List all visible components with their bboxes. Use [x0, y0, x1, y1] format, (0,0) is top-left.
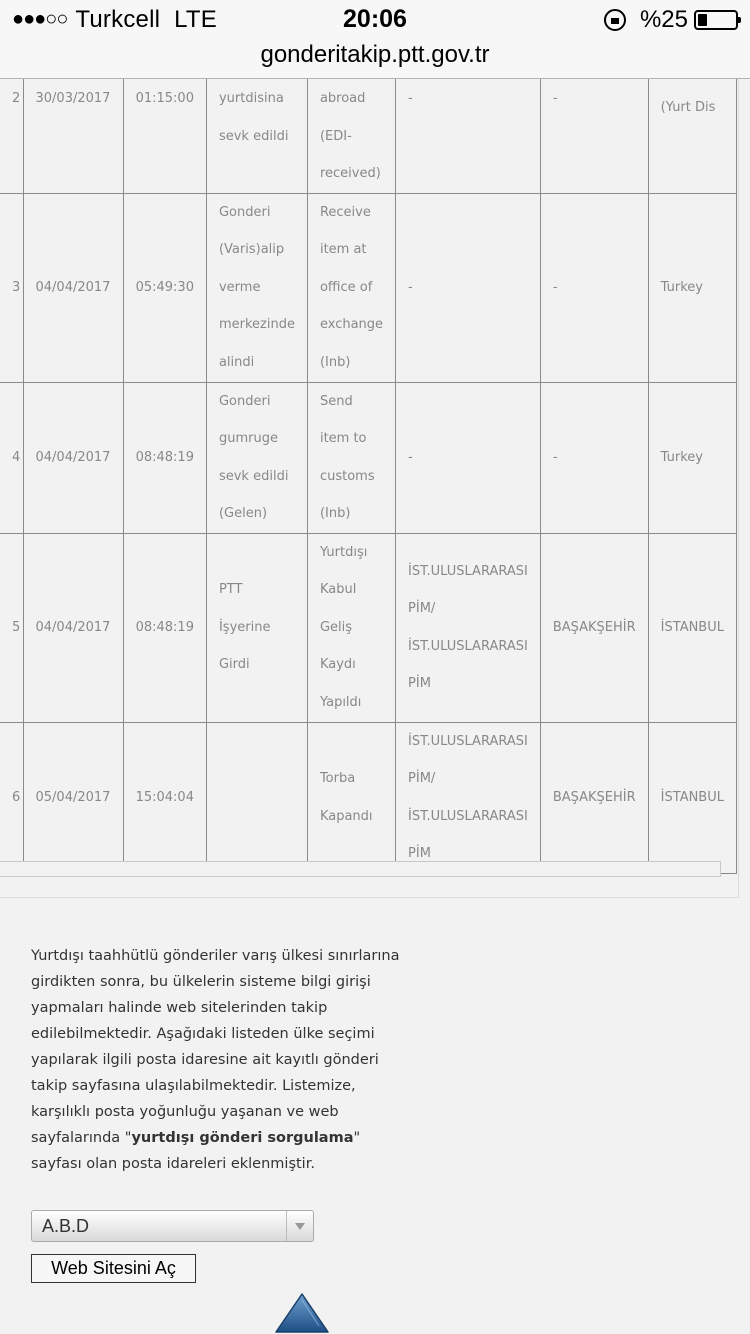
cell-district: -: [540, 79, 648, 193]
cell-date: 04/04/2017: [23, 193, 123, 382]
clock: 20:06: [343, 5, 407, 33]
cell-event-en: Yurtdışı Kabul Geliş Kaydı Yapıldı: [307, 533, 395, 722]
cell-time: 08:48:19: [123, 533, 206, 722]
cell-location: Turkey: [648, 382, 736, 533]
cell-date: 04/04/2017: [23, 382, 123, 533]
cell-event-tr: Gonderi gumruge sevk edildi (Gelen): [206, 382, 307, 533]
table-row: [0, 79, 737, 193]
open-website-button[interactable]: Web Sitesini Aç: [31, 1254, 196, 1283]
cell-event-en: abroad (EDI-received): [307, 79, 395, 193]
chevron-down-icon[interactable]: [286, 1211, 313, 1241]
cell-office: -: [396, 193, 541, 382]
country-select-value[interactable]: A.B.D: [42, 1216, 90, 1236]
cell-location: İSTANBUL: [648, 722, 736, 873]
tracking-table-container[interactable]: [0, 79, 739, 898]
status-bar: [0, 0, 750, 40]
tracking-table: [0, 79, 737, 874]
cell-event-en: Torba Kapandı: [307, 722, 395, 873]
cell-no: 5: [0, 533, 23, 722]
signal-strength-icon: ●●●○○: [12, 8, 68, 30]
cell-time: 05:49:30: [123, 193, 206, 382]
cell-district: BAŞAKŞEHİR: [540, 533, 648, 722]
cell-event-tr: [206, 722, 307, 873]
cell-no: 3: [0, 193, 23, 382]
cell-event-tr: PTT İşyerine Girdi: [206, 533, 307, 722]
url-text[interactable]: gonderitakip.ptt.gov.tr: [260, 41, 490, 68]
cell-date: 05/04/2017: [23, 722, 123, 873]
cell-office: -: [396, 79, 541, 193]
cell-event-tr: yurtdisina sevk edildi: [206, 79, 307, 193]
scroll-to-top-icon[interactable]: [274, 1292, 330, 1334]
table-row: [0, 382, 737, 533]
battery-fill: [698, 14, 707, 26]
cell-event-en: Send item to customs (Inb): [307, 382, 395, 533]
cell-district: -: [540, 193, 648, 382]
table-row: [0, 193, 737, 382]
cell-no: 6: [0, 722, 23, 873]
cell-no: 4: [0, 382, 23, 533]
cell-time: 15:04:04: [123, 722, 206, 873]
cell-location: Turkey: [648, 193, 736, 382]
system-status: [604, 6, 738, 34]
battery-icon: [694, 10, 738, 30]
carrier-name: Turkcell: [75, 6, 161, 33]
cell-date: 04/04/2017: [23, 533, 123, 722]
cell-office: İST.ULUSLARARASI PİM/ İST.ULUSLARARASI PİM: [396, 533, 541, 722]
cell-time: 08:48:19: [123, 382, 206, 533]
cell-office: -: [396, 382, 541, 533]
info-paragraph: [31, 943, 411, 1177]
table-horizontal-scrollbar[interactable]: [0, 861, 721, 877]
table-row: [0, 533, 737, 722]
info-text-after: " sayfası olan posta idareleri eklenmiştir.: [31, 1130, 361, 1172]
info-text-before: Yurtdışı taahhütlü gönderiler varış ülkesi sınırlarına girdikten sonra, bu ülkelerin sisteme bilgi girişi yapmaları halinde web sitelerinden takip edilebilmektedir. Aşağıdaki listeden ülke seçimi yapılarak ilgili posta idaresine ait kayıtlı gönderi takip sayfasına ulaşılabilmektedir. Listemize, karşılıklı posta yoğunluğu yaşanan ve web sayfalarında ": [31, 948, 400, 1146]
network-type: LTE: [174, 6, 217, 33]
cell-location: İSTANBUL: [648, 533, 736, 722]
cell-district: BAŞAKŞEHİR: [540, 722, 648, 873]
cell-location: (Yurt Dis: [648, 79, 736, 193]
cell-office: İST.ULUSLARARASI PİM/ İST.ULUSLARARASI PİM: [396, 722, 541, 873]
cell-event-tr: Gonderi (Varis)alip verme merkezinde alindi: [206, 193, 307, 382]
orientation-lock-icon: [604, 9, 626, 31]
cell-time: 01:15:00: [123, 79, 206, 193]
info-text-bold: yurtdışı gönderi sorgulama: [131, 1130, 354, 1146]
battery-percent: %25: [639, 6, 688, 33]
country-select[interactable]: [31, 1210, 314, 1242]
cell-no: 2: [0, 79, 23, 193]
cell-date: 30/03/2017: [23, 79, 123, 193]
cell-event-en: Receive item at office of exchange (Inb): [307, 193, 395, 382]
address-bar[interactable]: [0, 40, 750, 79]
table-row: [0, 722, 737, 873]
cell-district: -: [540, 382, 648, 533]
